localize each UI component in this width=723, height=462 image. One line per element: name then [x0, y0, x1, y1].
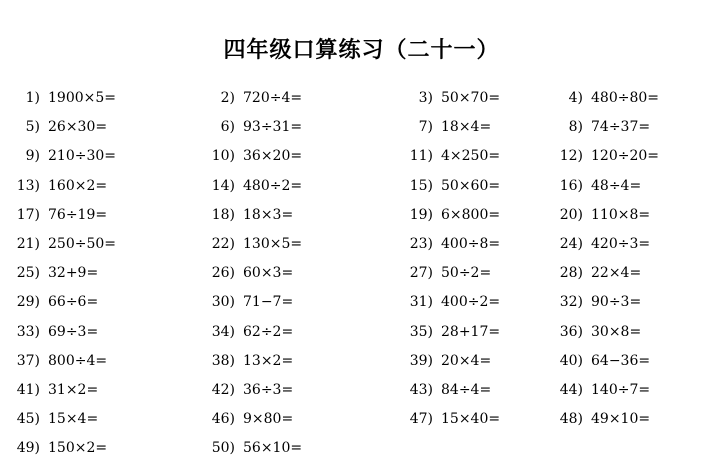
problem-expression: 49×10= [591, 411, 651, 428]
problem-expression: 64−36= [591, 352, 651, 369]
problem-number: 40) [559, 352, 583, 369]
problem-item [553, 177, 641, 195]
problem-item [553, 147, 659, 165]
problem-expression: 50÷2= [441, 265, 492, 282]
problem-expression: 60×3= [243, 265, 294, 282]
problem-expression: 31×2= [48, 382, 99, 398]
problem-expression: 800÷4= [48, 352, 108, 369]
problem-expression: 76÷19= [48, 206, 108, 223]
problem-number: 37) [16, 352, 40, 369]
problem-item [205, 206, 293, 224]
problem-expression: 62÷2= [243, 323, 294, 340]
problem-item [403, 293, 500, 311]
problem-number: 46) [211, 411, 235, 428]
problem-expression: 56×10= [243, 440, 303, 457]
problem-number: 43) [409, 382, 433, 398]
problem-expression: 32+9= [48, 265, 99, 282]
problem-number: 10) [211, 148, 235, 165]
problem-item [10, 89, 116, 107]
problem-expression: 93÷31= [243, 119, 303, 136]
problem-expression: 90÷3= [591, 294, 642, 311]
problem-number: 17) [16, 206, 40, 223]
problem-number: 47) [409, 411, 433, 428]
problem-number: 36) [559, 323, 583, 340]
problem-number: 44) [559, 382, 583, 398]
problem-item [553, 118, 650, 136]
problem-item [205, 352, 293, 370]
problem-item [205, 177, 302, 195]
problem-expression: 18×3= [243, 206, 294, 223]
problem-number: 41) [16, 382, 40, 398]
problem-item [403, 410, 500, 428]
problem-number: 45) [16, 411, 40, 428]
problem-item [553, 323, 641, 341]
problem-expression: 110×8= [591, 206, 651, 223]
problem-expression: 15×4= [48, 411, 99, 428]
problem-number: 11) [409, 148, 433, 165]
problem-expression: 69÷3= [48, 323, 99, 340]
problem-number: 24) [559, 236, 583, 252]
problem-item [205, 147, 302, 165]
problem-expression: 30×8= [591, 323, 642, 340]
problem-item [403, 323, 500, 341]
problem-number: 14) [211, 177, 235, 194]
problem-item [10, 323, 98, 341]
problem-item [403, 147, 500, 165]
problem-number: 34) [211, 323, 235, 340]
problem-number: 13) [16, 177, 40, 194]
problem-expression: 250÷50= [48, 236, 116, 252]
problem-expression: 84÷4= [441, 382, 492, 398]
problem-number: 28) [559, 265, 583, 282]
problem-expression: 13×2= [243, 352, 294, 369]
problem-expression: 36÷3= [243, 382, 294, 398]
problem-item [403, 118, 491, 136]
problem-number: 21) [16, 236, 40, 252]
problem-item [403, 206, 500, 224]
problem-number: 27) [409, 265, 433, 282]
problem-item [10, 235, 116, 253]
problem-item [403, 381, 491, 399]
problem-number: 35) [409, 323, 433, 340]
problem-number: 19) [409, 206, 433, 223]
problem-number: 5) [25, 119, 40, 136]
problem-expression: 400÷8= [441, 236, 501, 252]
problem-expression: 120÷20= [591, 148, 659, 165]
problem-expression: 71−7= [243, 294, 294, 311]
problem-expression: 50×70= [441, 90, 501, 106]
problem-number: 48) [559, 411, 583, 428]
problem-number: 23) [409, 236, 433, 252]
problem-expression: 36×20= [243, 148, 303, 165]
problem-expression: 74÷37= [591, 119, 651, 136]
problem-expression: 26×30= [48, 119, 108, 136]
problem-item [10, 118, 107, 136]
problem-item [10, 410, 98, 428]
problem-item [10, 147, 116, 165]
problem-number: 18) [211, 206, 235, 223]
problem-expression: 6×800= [441, 206, 501, 223]
problem-expression: 480÷80= [591, 90, 659, 106]
problem-expression: 720÷4= [243, 90, 303, 106]
problem-number: 30) [211, 294, 235, 311]
problem-number: 33) [16, 323, 40, 340]
problem-item [403, 264, 491, 282]
problem-expression: 20×4= [441, 352, 492, 369]
problem-expression: 150×2= [48, 440, 108, 457]
problem-expression: 160×2= [48, 177, 108, 194]
problem-expression: 4×250= [441, 148, 501, 165]
problem-item [553, 206, 650, 224]
problem-number: 50) [211, 440, 235, 457]
problem-expression: 18×4= [441, 119, 492, 136]
problem-number: 6) [220, 119, 235, 136]
problem-item [10, 381, 98, 399]
problem-expression: 140÷7= [591, 382, 651, 398]
problem-number: 22) [211, 236, 235, 252]
problem-expression: 66÷6= [48, 294, 99, 311]
problem-item [205, 89, 302, 107]
problem-expression: 9×80= [243, 411, 294, 428]
problem-expression: 48÷4= [591, 177, 642, 194]
problem-number: 49) [16, 440, 40, 457]
problem-item [205, 118, 302, 136]
problem-item [553, 235, 650, 253]
problem-item [205, 381, 293, 399]
problem-number: 29) [16, 294, 40, 311]
problem-item [553, 352, 650, 370]
problem-number: 4) [568, 90, 583, 106]
problem-item [205, 323, 293, 341]
problem-expression: 130×5= [243, 236, 303, 252]
problem-expression: 1900×5= [48, 90, 116, 106]
problem-expression: 15×40= [441, 411, 501, 428]
page-title: 四年级口算练习（二十一） [223, 38, 500, 63]
problem-item [403, 352, 491, 370]
problem-item [403, 235, 500, 253]
problem-item [10, 264, 98, 282]
problem-expression: 210÷30= [48, 148, 116, 165]
problem-item [10, 439, 107, 457]
problem-expression: 480÷2= [243, 177, 303, 194]
problem-number: 9) [25, 148, 40, 165]
problem-item [10, 177, 107, 195]
problem-item [205, 264, 293, 282]
problem-number: 26) [211, 265, 235, 282]
problem-item [553, 410, 650, 428]
problem-item [403, 89, 500, 107]
problem-number: 25) [16, 265, 40, 282]
problem-item [10, 352, 107, 370]
problem-number: 38) [211, 352, 235, 369]
problem-item [10, 206, 107, 224]
problem-item [10, 293, 98, 311]
problem-item [553, 381, 650, 399]
problem-number: 2) [220, 90, 235, 106]
problem-expression: 22×4= [591, 265, 642, 282]
problem-item [205, 235, 302, 253]
problem-item [553, 293, 641, 311]
problem-expression: 28+17= [441, 323, 501, 340]
problem-item [403, 177, 500, 195]
problem-number: 7) [418, 119, 433, 136]
problem-number: 12) [559, 148, 583, 165]
problem-number: 1) [25, 90, 40, 106]
problem-number: 8) [568, 119, 583, 136]
problem-item [205, 410, 293, 428]
problem-number: 15) [409, 177, 433, 194]
problem-item [205, 439, 302, 457]
problem-item [553, 89, 659, 107]
problem-number: 16) [559, 177, 583, 194]
problem-number: 32) [559, 294, 583, 311]
problem-number: 31) [409, 294, 433, 311]
problem-item [553, 264, 641, 282]
problem-item [205, 293, 293, 311]
problem-expression: 400÷2= [441, 294, 501, 311]
problem-number: 42) [211, 382, 235, 398]
problem-number: 39) [409, 352, 433, 369]
problem-expression: 420÷3= [591, 236, 651, 252]
problem-number: 20) [559, 206, 583, 223]
problem-expression: 50×60= [441, 177, 501, 194]
problem-number: 3) [418, 90, 433, 106]
